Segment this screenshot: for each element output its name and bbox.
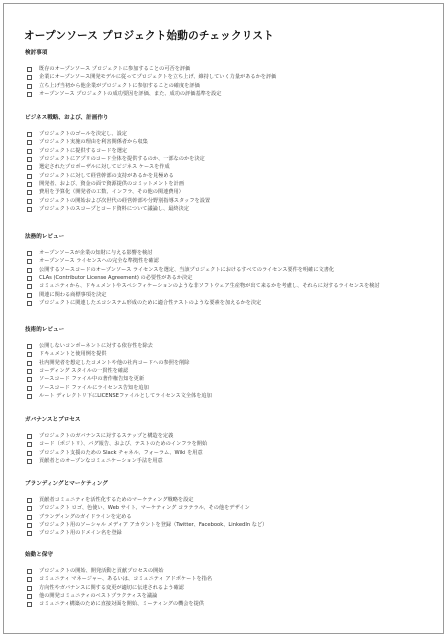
checklist-item-label: 立ち上げ当初から他企業がプロジェクトに参加することの確度を評価 (39, 82, 200, 89)
checklist-item-label: 他の開発コミュニティのベストプラクティスを議論 (39, 593, 158, 600)
section-heading: 検討事項 (25, 50, 48, 56)
checkbox[interactable] (27, 132, 32, 137)
checklist-item (27, 393, 437, 402)
checklist-item-label: コード（ポジトリ）、バグ報告、および、テストのためのインフラを開始 (39, 441, 208, 448)
checklist-item-label: プロジェクト支援のための Slack チャネル、フォーラム、Wiki を用意 (39, 449, 203, 456)
checkbox[interactable] (27, 577, 32, 582)
checkbox[interactable] (27, 459, 32, 464)
section-heading: ブランディングとマーケティング (25, 481, 108, 487)
checkbox[interactable] (27, 276, 32, 281)
checklist-item-label: プロジェクト ロゴ、色使い、Web サイト、マーケティング コラテラル、その他をデザイン (39, 505, 250, 512)
checkbox[interactable] (27, 442, 32, 447)
checklist-item-label: プロジェクトのスコープとコード資料について議論し、最終決定 (39, 206, 189, 213)
checkbox[interactable] (27, 149, 32, 154)
checklist-item-label: プロジェクトに提供するコードを選定 (39, 147, 128, 154)
checklist-item-label: プロジェクトのゴールを決定し、設定 (39, 131, 127, 137)
checkbox[interactable] (27, 174, 32, 179)
checkbox[interactable] (27, 301, 32, 306)
checkbox[interactable] (27, 434, 32, 439)
checkbox[interactable] (27, 506, 32, 511)
section-heading: 法務的レビュー (25, 234, 65, 240)
checkbox[interactable] (27, 386, 32, 391)
checkbox[interactable] (27, 594, 32, 599)
checklist-item-label: コミュニティから、ドキュメントやスペシフィケーションのような非ソフトウェア生産物が出て来るかを考慮し、それらに対するライセンスを検討 (39, 283, 380, 290)
section-heading: ガバナンスとプロセス (25, 417, 81, 423)
checkbox[interactable] (27, 67, 32, 72)
checkbox[interactable] (27, 531, 32, 536)
checklist-item-label: プロジェクトに関連したエコシステム形成のために適合性テストのような要素を加えるかを決定 (39, 300, 262, 307)
checklist-item-label: 費用を予算化（開発者の工数、インフラ、その他の関連費用） (39, 189, 184, 196)
checkbox[interactable] (27, 569, 32, 574)
checklist-item-label: コーディング スタイルの一貫性を確認 (39, 368, 129, 375)
checkbox[interactable] (27, 369, 32, 374)
checklist-item-label: 社内開発者を想定したコメントや他の社内コードへの参照を削除 (39, 359, 190, 366)
checklist-item-label: 企業にオープンソース開発モデルに従ってプロジェクトを立ち上げ、維持していく力量があるかを評価 (39, 74, 277, 81)
checklist-item-label: 関連に関わる商標事項を決定 (39, 291, 107, 298)
checklist-item (27, 458, 437, 467)
checklist-item-label: オープンソース ライセンスへの完全な準拠性を確認 (39, 258, 159, 265)
checklist-item-label: 公開しないコンポーネントに対する依存性を除去 (39, 343, 153, 349)
checklist-item-label: 貢献者コミュニティを活性化するためのマーケティング戦略を設定 (39, 497, 194, 503)
checkbox[interactable] (27, 586, 32, 591)
checklist-item (27, 530, 437, 539)
checklist-item-label: 選定されたプロポーザルに対してビジネス ケースを作成 (39, 164, 170, 171)
checkbox[interactable] (27, 157, 32, 162)
checklist-item-label: コミュニティ構築のために直接対面を開始、ミーティングの機会を提供 (39, 601, 204, 608)
checkbox[interactable] (27, 394, 32, 399)
checklist-item-label: ソースコード ファイル中の著作権告知を更新 (39, 376, 145, 383)
checklist-item-label: 貢献者とのオープンなコミュニケーション手法を用意 (39, 458, 163, 465)
checklist-item-label: 方向性やガバナンスに関する変更が適切に伝達されるよう確認 (39, 584, 184, 591)
checkbox[interactable] (27, 523, 32, 528)
checkbox[interactable] (27, 190, 32, 195)
checklist-item-label: オープンソース プロジェクトの成功要因を評価、また、成功の評価基準を設定 (39, 91, 222, 98)
checklist-item-label: 既存のオープンソース プロジェクトに参加することの可否を評価 (39, 66, 191, 72)
checkbox[interactable] (27, 84, 32, 89)
checkbox[interactable] (27, 259, 32, 264)
checklist-item-label: オープンソースが企業の知財に与える影響を検討 (39, 250, 153, 256)
checkbox[interactable] (27, 284, 32, 289)
checkbox[interactable] (27, 361, 32, 366)
section-heading: ビジネス戦略、および、計画作り (25, 115, 109, 121)
checkbox[interactable] (27, 251, 32, 256)
checkbox[interactable] (27, 199, 32, 204)
page-title: オープンソース プロジェクト始動のチェックリスト (24, 30, 274, 42)
checklist-item-label: コミュニティ マネージャー、あるいは、コミュニティ アドボケートを指名 (39, 576, 213, 583)
checklist-item (27, 601, 437, 610)
checklist-item-label: CLAs (Contributor License Agreement) の必要性があるか決定 (39, 275, 193, 282)
checkbox[interactable] (27, 92, 32, 97)
checklist-item-label: プロジェクトのガバナンスに対するステップと構造を定義 (39, 433, 174, 439)
checklist-item-label: プロジェクトにアプリのコード全体を提供するのか、一部なのかを決定 (39, 156, 205, 163)
checkbox[interactable] (27, 451, 32, 456)
checkbox[interactable] (27, 293, 32, 298)
checklist-item-label: プロジェクトの開始および次世代の経営幹部や分野別指導スタッフを設置 (39, 197, 211, 204)
checkbox[interactable] (27, 165, 32, 170)
checklist-item-label: プロジェクトに対して経営幹部の支持があるかを見極める (39, 172, 174, 179)
checkbox[interactable] (27, 344, 32, 349)
checklist-item (27, 206, 437, 215)
checklist-item (27, 300, 437, 309)
checklist-item (27, 91, 437, 100)
checklist-item-label: プロジェクトの開始、開発活動と貢献プロセスの開始 (39, 568, 164, 574)
checklist-item-label: ルート ディレクトリ下にLICENSEファイルとしてライセンス文全体を追加 (39, 393, 212, 400)
checklist-item-label: ソースコード ファイルにライセンス告知を追加 (39, 384, 149, 391)
checkbox[interactable] (27, 352, 32, 357)
checkbox[interactable] (27, 602, 32, 607)
checkbox[interactable] (27, 182, 32, 187)
checklist-item-label: 公開するソースコードのオープンソース ライセンスを選定、当該プロジェクトにおけるすべてのライセンス要件を明確に文書化 (39, 266, 335, 273)
section-heading: 技術的レビュー (25, 327, 65, 333)
checklist-item-label: 開発者、および、資金の面で資源提供のコミットメントを計画 (39, 181, 184, 188)
checkbox[interactable] (27, 377, 32, 382)
checklist-page (3, 3, 444, 634)
checklist-item-label: ブランディングのガイドラインを定める (39, 513, 132, 520)
checklist-item-label: プロジェクト用のソーシャル メディア アカウントを登録（Twitter、Facebook、LinkedIn など） (39, 522, 268, 529)
section-heading: 始動と保守 (25, 552, 53, 558)
checkbox[interactable] (27, 515, 32, 520)
checklist-item-label: プロジェクト実施の理由を利害関係者から収集 (39, 139, 148, 146)
checklist-item-label: ドキュメントと使用例を提供 (39, 351, 107, 358)
checkbox[interactable] (27, 75, 32, 80)
checklist-item-label: プロジェクト用のドメイン名を登録 (39, 530, 122, 537)
checkbox[interactable] (27, 268, 32, 273)
checkbox[interactable] (27, 498, 32, 503)
checkbox[interactable] (27, 140, 32, 145)
checkbox[interactable] (27, 207, 32, 212)
